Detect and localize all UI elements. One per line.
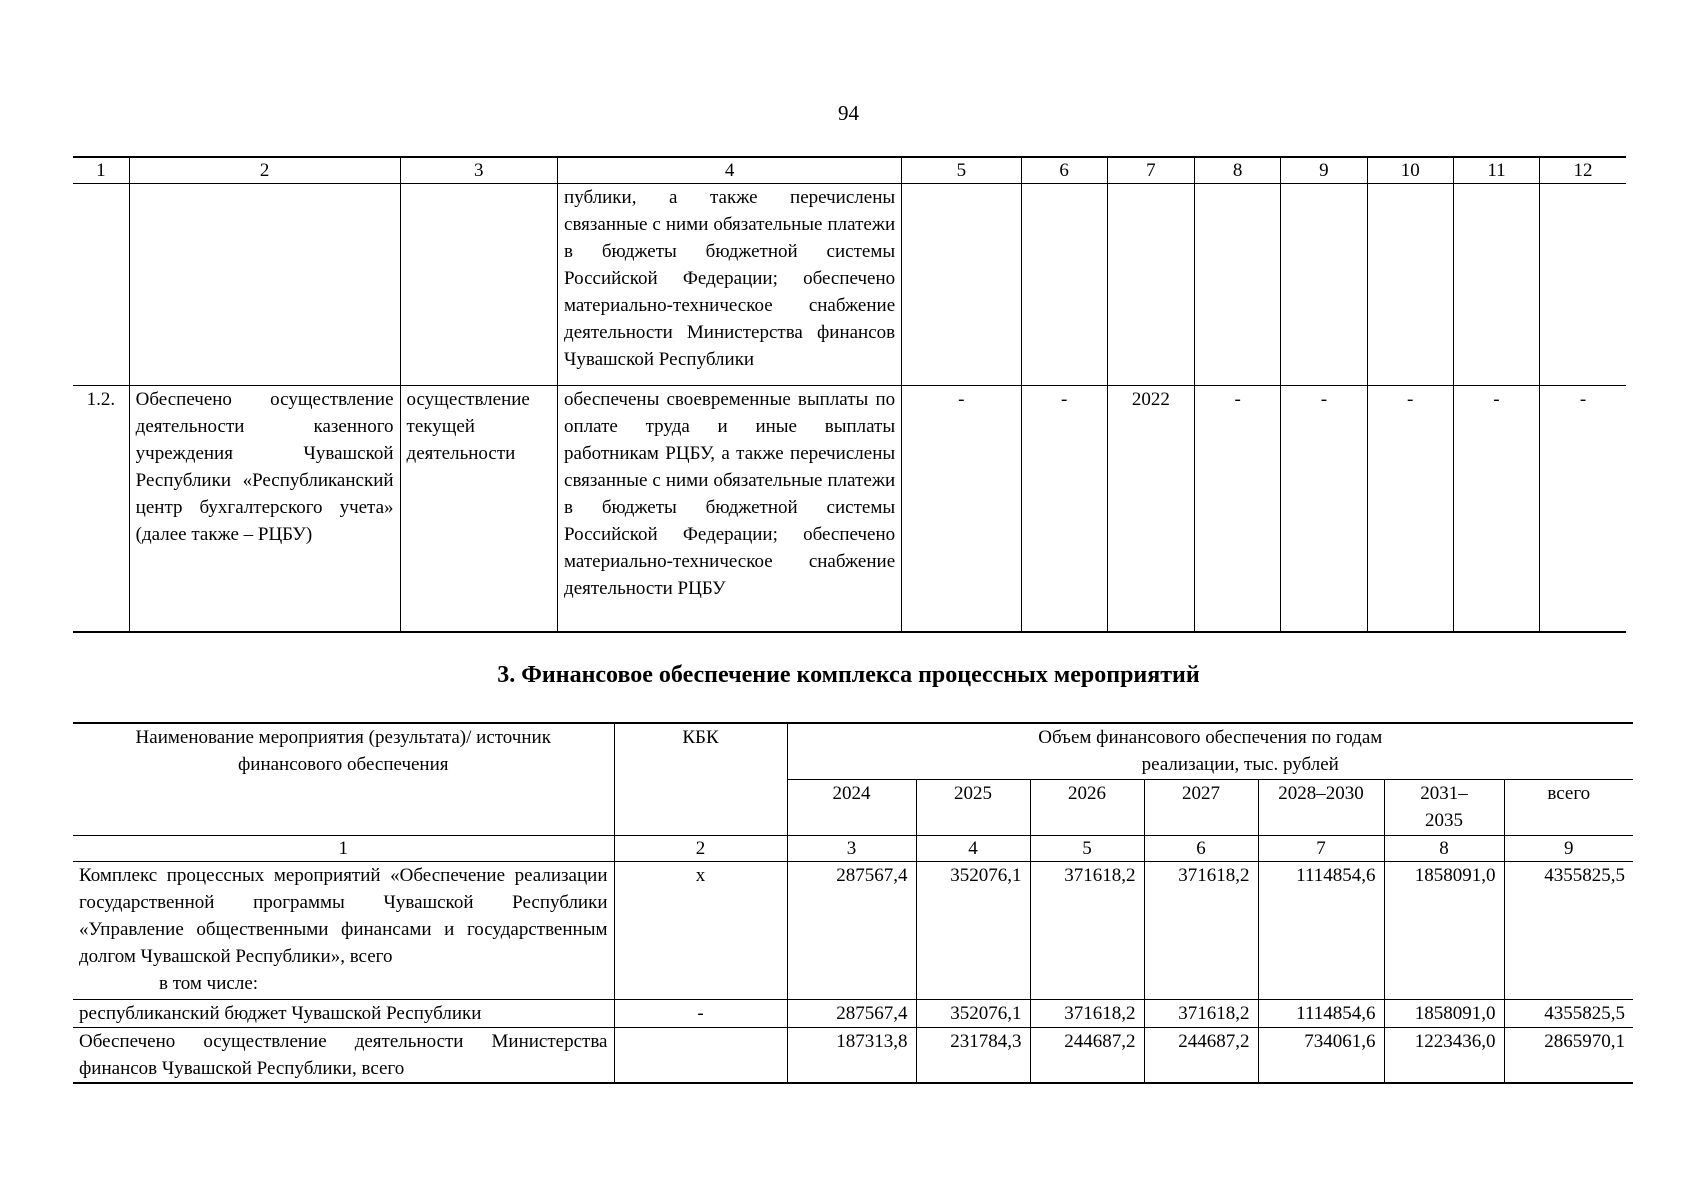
value-cell: 1114854,6 [1258, 861, 1384, 999]
table-row [73, 999, 1633, 1027]
col-number: 1 [73, 835, 614, 861]
year-header: 2028–2030 [1258, 779, 1384, 835]
description-cell: обеспечены своевременные выплаты по оплате труда и иные выплаты работникам РЦБУ, а также перечислены связанные с ними обязательные платежи в бюджеты бюджетной системы Российской Федерации; обеспечено материально-техническое снабжение деятельности РЦБУ [558, 386, 902, 632]
value-cell: - [1367, 386, 1453, 632]
value-cell: 244687,2 [1144, 1027, 1258, 1083]
activity-type: осуществление текущей деятельности [400, 386, 558, 632]
value-cell: 231784,3 [916, 1027, 1030, 1083]
value-cell: 371618,2 [1144, 861, 1258, 999]
kbk-cell: х [614, 861, 787, 999]
value-cell: 352076,1 [916, 999, 1030, 1027]
value-cell: - [1021, 386, 1107, 632]
description-cell: публики, а также перечислены связанные с ними обязательные платежи в бюджеты бюджетной системы Российской Федерации; обеспечено материально-техническое снабжение деятельности Министерства финансов Чувашской Республики [558, 184, 902, 386]
column-number-row [73, 835, 1633, 861]
value-cell: 352076,1 [916, 861, 1030, 999]
value-cell: 1858091,0 [1384, 999, 1504, 1027]
header-volume-line2: реализации, тыс. рублей [1141, 754, 1339, 775]
year-header: 2025 [916, 779, 1030, 835]
col-number: 4 [916, 835, 1030, 861]
value-cell: 1114854,6 [1258, 999, 1384, 1027]
value-cell: 287567,4 [787, 999, 916, 1027]
program-name [73, 861, 614, 999]
col-number: 5 [902, 157, 1021, 184]
activity-name: Обеспечено осуществление деятельности казенного учреждения Чувашской Республики «Республиканский центр бухгалтерского учета» (далее также – РЦБУ) [129, 386, 400, 632]
col-number: 6 [1021, 157, 1107, 184]
value-cell: - [902, 386, 1021, 632]
subnote: в том числе: [159, 972, 259, 994]
table-row [73, 861, 1633, 999]
source-name: республиканский бюджет Чувашской Республики [73, 999, 614, 1027]
value-cell: 371618,2 [1030, 999, 1144, 1027]
kbk-cell [614, 1027, 787, 1083]
header-volume-line1: Объем финансового обеспечения по годам [1038, 727, 1383, 748]
col-number: 9 [1504, 835, 1633, 861]
column-number-row [73, 157, 1626, 184]
year-header: всего [1504, 779, 1633, 835]
col-number: 4 [558, 157, 902, 184]
col-number: 3 [787, 835, 916, 861]
value-cell: 371618,2 [1030, 861, 1144, 999]
year-header: 2027 [1144, 779, 1258, 835]
col-number: 9 [1281, 157, 1367, 184]
value-cell: 371618,2 [1144, 999, 1258, 1027]
value-cell: 187313,8 [787, 1027, 916, 1083]
table-row [73, 184, 1626, 386]
value-cell: - [1453, 386, 1539, 632]
page-number: 94 [838, 101, 859, 125]
col-number: 2 [129, 157, 400, 184]
activities-table [73, 156, 1626, 633]
value-cell: - [1195, 386, 1281, 632]
value-cell: 244687,2 [1030, 1027, 1144, 1083]
table-row [73, 386, 1626, 632]
col-number: 1 [73, 157, 129, 184]
header-kbk: КБК [614, 723, 787, 835]
value-cell: - [1540, 386, 1626, 632]
table-row [73, 1027, 1633, 1083]
col-number: 12 [1540, 157, 1626, 184]
col-number: 6 [1144, 835, 1258, 861]
col-number: 8 [1384, 835, 1504, 861]
row-number: 1.2. [73, 386, 129, 632]
year-header: 2026 [1030, 779, 1144, 835]
value-cell: 4355825,5 [1504, 999, 1633, 1027]
header-volume [787, 723, 1633, 779]
value-cell: 287567,4 [787, 861, 916, 999]
col-number: 10 [1367, 157, 1453, 184]
year-cell: 2022 [1107, 386, 1194, 632]
result-name: Обеспечено осуществление деятельности Министерства финансов Чувашской Республики, всего [73, 1027, 614, 1083]
col-number: 3 [400, 157, 558, 184]
year-header: 2024 [787, 779, 916, 835]
col-number: 7 [1258, 835, 1384, 861]
value-cell: - [1281, 386, 1367, 632]
value-cell: 4355825,5 [1504, 861, 1633, 999]
col-number: 2 [614, 835, 787, 861]
value-cell: 1858091,0 [1384, 861, 1504, 999]
value-cell: 1223436,0 [1384, 1027, 1504, 1083]
header-name: Наименование мероприятия (результата)/ источник финансового обеспечения [73, 723, 614, 835]
value-cell: 734061,6 [1258, 1027, 1384, 1083]
col-number: 11 [1453, 157, 1539, 184]
col-number: 5 [1030, 835, 1144, 861]
year-header: 2031–2035 [1384, 779, 1504, 835]
section-title: 3. Финансовое обеспечение комплекса процессных мероприятий [497, 662, 1200, 688]
value-cell: 2865970,1 [1504, 1027, 1633, 1083]
program-name-text: Комплекс процессных мероприятий «Обеспечение реализации государственной программы Чувашской Республики «Управление общественными финансами и государственным долгом Чувашской Республики», всего [79, 864, 608, 967]
kbk-cell: - [614, 999, 787, 1027]
financing-table [73, 722, 1633, 1084]
col-number: 8 [1195, 157, 1281, 184]
header-row [73, 723, 1633, 779]
col-number: 7 [1107, 157, 1194, 184]
